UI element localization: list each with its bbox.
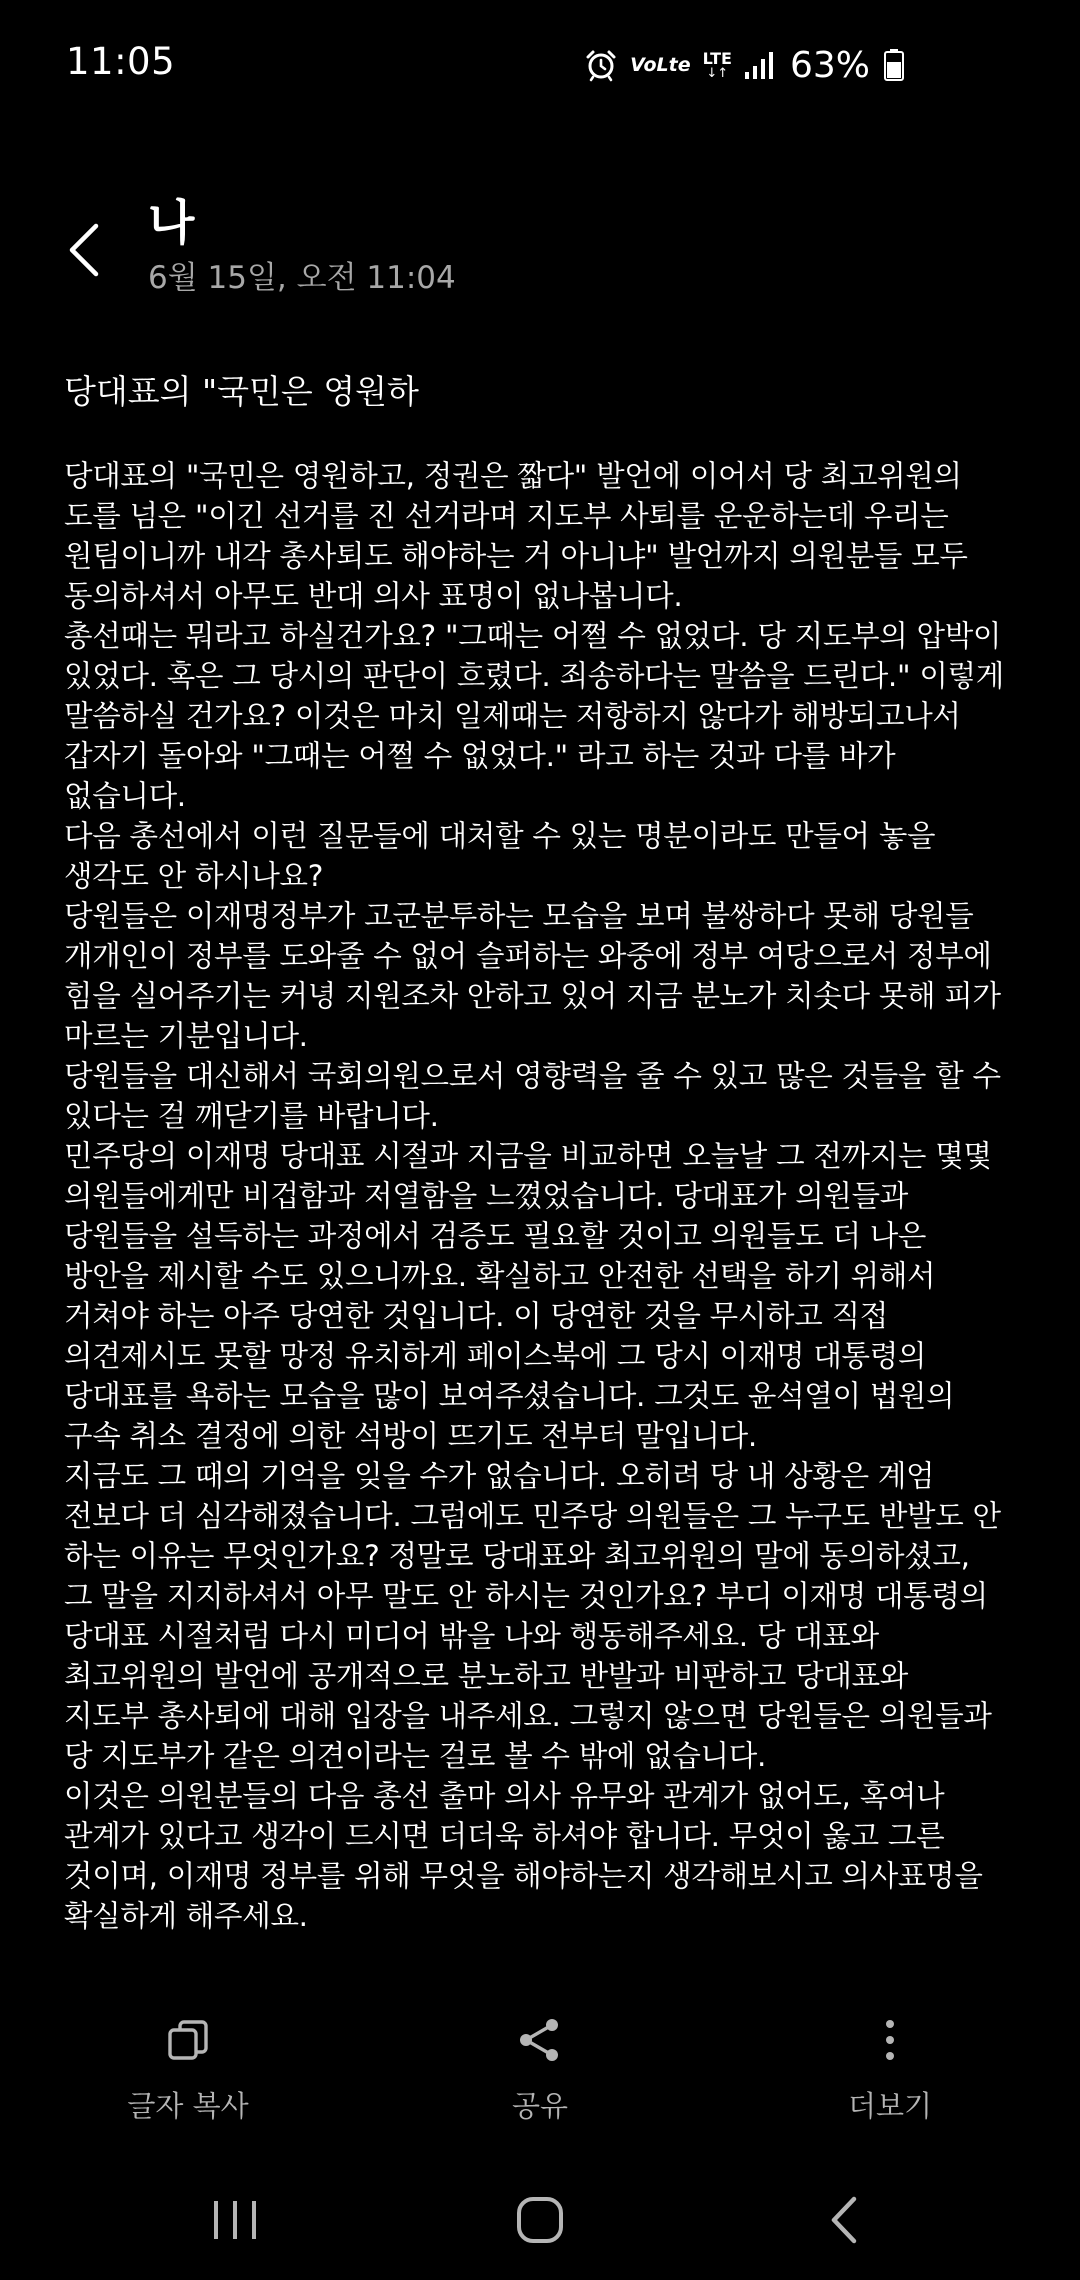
- lte-arrows: ↓↑: [706, 65, 729, 81]
- back-arrow-icon: [828, 2195, 862, 2245]
- memo-line: 말씀하실 건가요? 이것은 마치 일제때는 저항하지 않다가 해방되고나서: [64, 699, 961, 733]
- memo-line: 있다는 걸 깨닫기를 바랍니다.: [64, 1099, 439, 1133]
- recents-icon: [210, 2197, 260, 2243]
- memo-title: 당대표의 "국민은 영원하: [64, 372, 419, 411]
- memo-line: 방안을 제시할 수도 있으니까요. 확실하고 안전한 선택을 하기 위해서: [64, 1259, 936, 1293]
- memo-line: 힘을 실어주기는 커녕 지원조차 안하고 있어 지금 분노가 치솟다 못해 피가: [64, 979, 1001, 1013]
- memo-body: [64, 456, 1024, 1936]
- action-bar: [0, 2010, 1080, 2140]
- more-vertical-icon: [880, 2010, 900, 2070]
- system-nav-bar: [0, 2160, 1080, 2280]
- memo-line: 그 말을 지지하셔서 아무 말도 안 하시는 것인가요? 부디 이재명 대통령의: [64, 1579, 988, 1613]
- memo-line: 거쳐야 하는 아주 당연한 것입니다. 이 당연한 것을 무시하고 직접: [64, 1299, 888, 1333]
- memo-line: 전보다 더 심각해졌습니다. 그럼에도 민주당 의원들은 그 누구도 반발도 안: [64, 1499, 1001, 1533]
- memo-line: 총선때는 뭐라고 하실건가요? "그때는 어쩔 수 없었다. 당 지도부의 압박이: [64, 619, 1002, 653]
- memo-line: 당원들을 대신해서 국회의원으로서 영향력을 줄 수 있고 많은 것들을 할 수: [64, 1059, 1001, 1093]
- back-button[interactable]: [56, 210, 112, 290]
- memo-line: 지도부 총사퇴에 대해 입장을 내주세요. 그렇지 않으면 당원들은 의원들과: [64, 1699, 992, 1733]
- note-date: 6월 15일, 오전 11:04: [148, 260, 456, 296]
- memo-line: 이것은 의원분들의 다음 총선 출마 의사 유무와 관계가 없어도, 혹여나: [64, 1779, 945, 1813]
- signal-icon: [744, 50, 774, 80]
- lte-label: LTE: [702, 48, 732, 68]
- memo-line: 하는 이유는 무엇인가요? 정말로 당대표와 최고위원의 말에 동의하셨고,: [64, 1539, 970, 1573]
- share-button[interactable]: [420, 2010, 660, 2140]
- battery-percent: 63%: [789, 44, 870, 86]
- home-icon: [515, 2195, 565, 2245]
- sender-title: 나: [148, 195, 195, 251]
- memo-line: 당원들을 설득하는 과정에서 검증도 필요할 것이고 의원들도 더 나은: [64, 1219, 927, 1253]
- memo-line: 도를 넘은 "이긴 선거를 진 선거라며 지도부 사퇴를 운운하는데 우리는: [64, 499, 949, 533]
- memo-line: 동의하셔서 아무도 반대 의사 표명이 없나봅니다.: [64, 579, 683, 613]
- memo-line: 최고위원의 발언에 공개적으로 분노하고 반발과 비판하고 당대표와: [64, 1659, 908, 1693]
- copy-text-label: 글자 복사: [127, 2089, 249, 2123]
- note-header: [0, 180, 1080, 330]
- memo-line: 개개인이 정부를 도와줄 수 없어 슬퍼하는 와중에 정부 여당으로서 정부에: [64, 939, 992, 973]
- alarm-icon: [584, 48, 618, 82]
- memo-line: 것이며, 이재명 정부를 위해 무엇을 해야하는지 생각해보시고 의사표명을: [64, 1859, 983, 1893]
- status-bar: [0, 0, 1080, 130]
- battery-icon: [884, 49, 904, 81]
- memo-line: 당대표의 "국민은 영원하고, 정권은 짧다" 발언에 이어서 당 최고위원의: [64, 459, 962, 493]
- memo-line: 당원들은 이재명정부가 고군분투하는 모습을 보며 불쌍하다 못해 당원들: [64, 899, 974, 933]
- recents-button[interactable]: [200, 2185, 270, 2255]
- status-icons: [584, 40, 904, 90]
- volte-icon: VoLte: [630, 54, 691, 76]
- memo-line: 있었다. 혹은 그 당시의 판단이 흐렸다. 죄송하다는 말씀을 드린다." 이렇게: [64, 659, 1004, 693]
- status-time: 11:05: [66, 40, 176, 83]
- memo-line: 관계가 있다고 생각이 드시면 더더욱 하셔야 합니다. 무엇이 옳고 그른: [64, 1819, 945, 1853]
- chevron-left-icon: [66, 222, 102, 278]
- memo-line: 다음 총선에서 이런 질문들에 대처할 수 있는 명분이라도 만들어 놓을: [64, 819, 936, 853]
- more-button[interactable]: [770, 2010, 1010, 2140]
- memo-line: 구속 취소 결정에 의한 석방이 뜨기도 전부터 말입니다.: [64, 1419, 757, 1453]
- memo-line: 의원들에게만 비겁함과 저열함을 느꼈었습니다. 당대표가 의원들과: [64, 1179, 908, 1213]
- memo-line: 원팀이니까 내각 총사퇴도 해야하는 거 아니냐" 발언까지 의원분들 모두: [64, 539, 968, 573]
- share-label: 공유: [511, 2089, 569, 2123]
- memo-line: 당 지도부가 같은 의견이라는 걸로 볼 수 밖에 없습니다.: [64, 1739, 767, 1773]
- memo-line: 당대표 시절처럼 다시 미디어 밖을 나와 행동해주세요. 당 대표와: [64, 1619, 879, 1653]
- memo-line: 생각도 안 하시나요?: [64, 859, 324, 893]
- memo-line: 갑자기 돌아와 "그때는 어쩔 수 없었다." 라고 하는 것과 다를 바가: [64, 739, 896, 773]
- memo-line: 지금도 그 때의 기억을 잊을 수가 없습니다. 오히려 당 내 상황은 계엄: [64, 1459, 935, 1493]
- memo-line: 민주당의 이재명 당대표 시절과 지금을 비교하면 오늘날 그 전까지는 몇몇: [64, 1139, 992, 1173]
- copy-text-button[interactable]: [68, 2010, 308, 2140]
- lte-icon: [702, 48, 732, 81]
- share-icon: [516, 2010, 564, 2070]
- copy-icon: [164, 2010, 212, 2070]
- memo-line: 의견제시도 못할 망정 유치하게 페이스북에 그 당시 이재명 대통령의: [64, 1339, 927, 1373]
- more-label: 더보기: [847, 2089, 933, 2123]
- memo-line: 당대표를 욕하는 모습을 많이 보여주셨습니다. 그것도 윤석열이 법원의: [64, 1379, 955, 1413]
- system-back-button[interactable]: [810, 2185, 880, 2255]
- memo-line: 확실하게 해주세요.: [64, 1899, 308, 1933]
- memo-line: 마르는 기분입니다.: [64, 1019, 308, 1053]
- home-button[interactable]: [505, 2185, 575, 2255]
- memo-line: 없습니다.: [64, 779, 186, 813]
